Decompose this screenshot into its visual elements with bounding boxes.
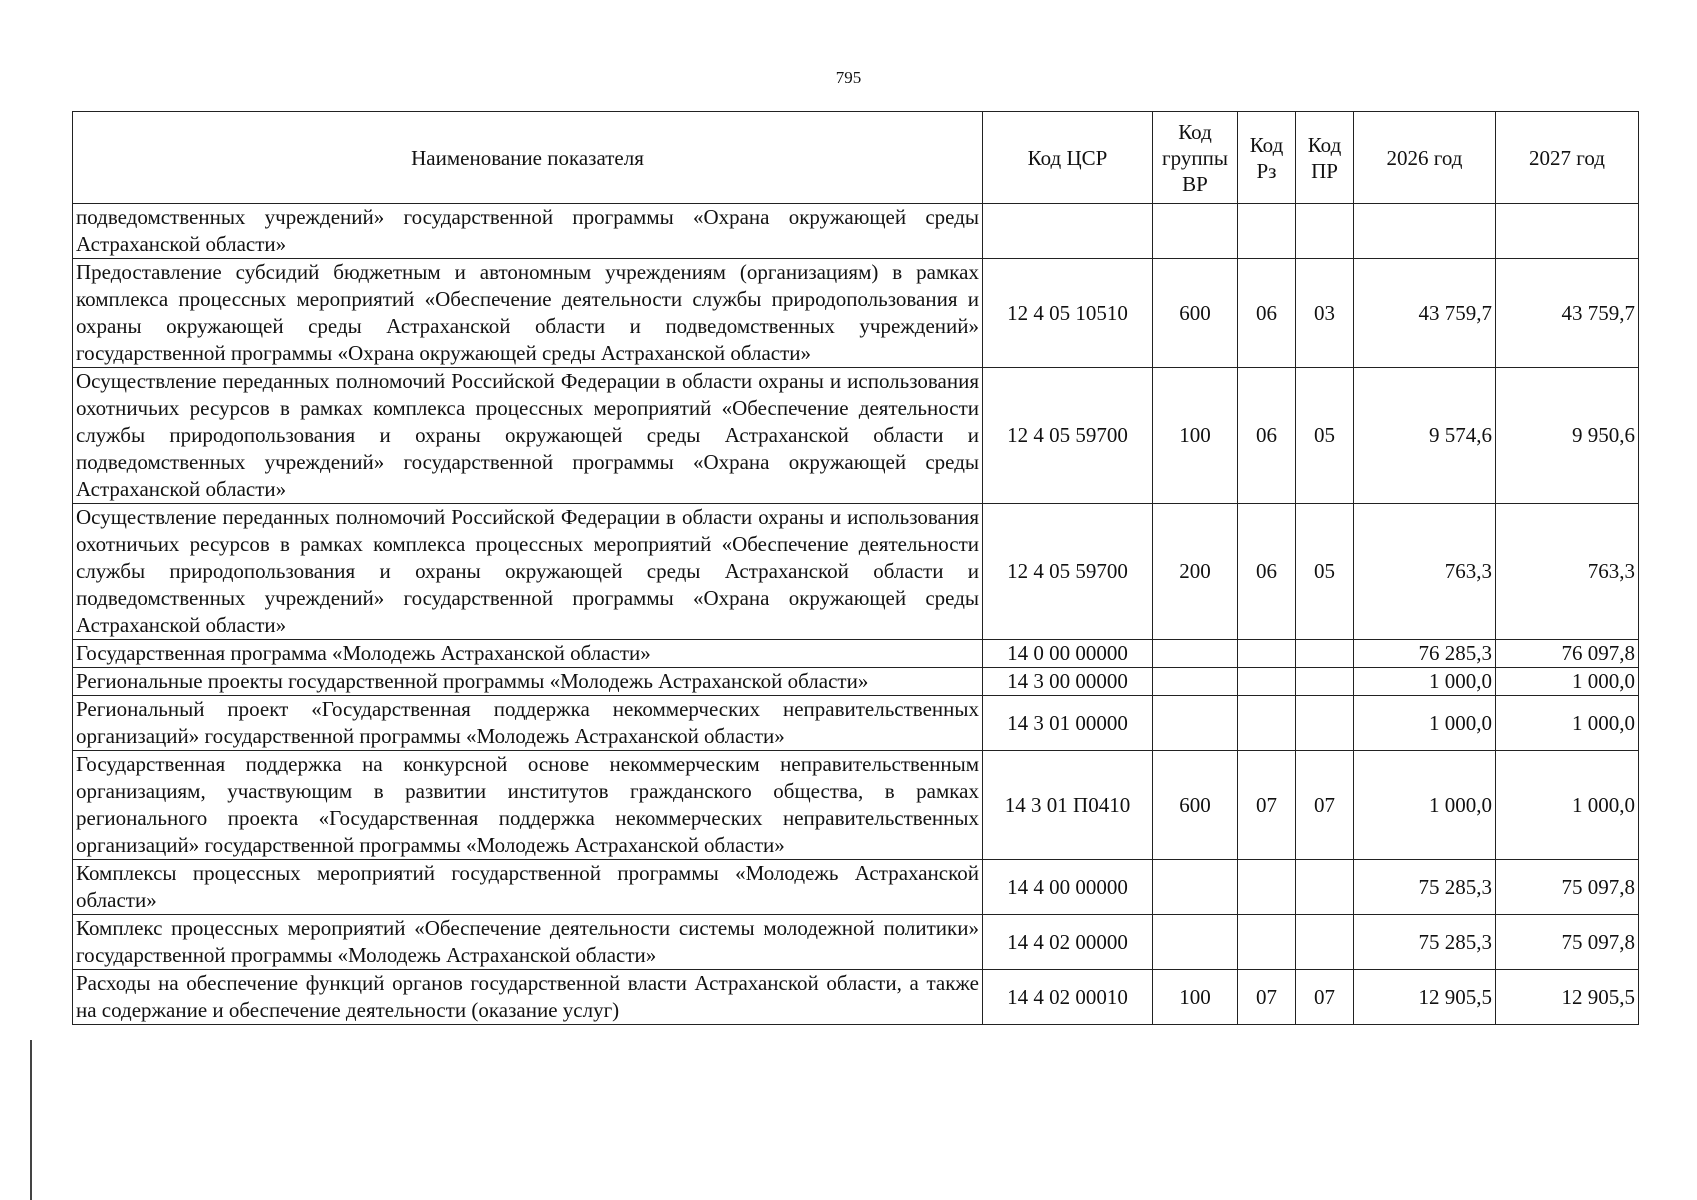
row-vr <box>1153 860 1238 915</box>
row-pr <box>1296 640 1354 668</box>
row-rz <box>1238 860 1296 915</box>
row-rz: 06 <box>1238 259 1296 368</box>
row-csr: 14 3 01 00000 <box>983 696 1153 751</box>
row-amount-2027 <box>1496 204 1639 259</box>
row-rz <box>1238 204 1296 259</box>
row-amount-2026: 43 759,7 <box>1354 259 1496 368</box>
table-row <box>73 696 1639 751</box>
table-row <box>73 915 1639 970</box>
row-csr: 14 4 02 00000 <box>983 915 1153 970</box>
header-rz-line1: Код <box>1249 132 1284 157</box>
row-pr: 05 <box>1296 504 1354 640</box>
row-amount-2026: 76 285,3 <box>1354 640 1496 668</box>
header-rz-code <box>1238 112 1296 204</box>
row-amount-2027: 1 000,0 <box>1496 751 1639 860</box>
header-csr-code: Код ЦСР <box>983 112 1153 204</box>
page-number: 795 <box>835 68 862 87</box>
row-vr: 200 <box>1153 504 1238 640</box>
row-amount-2026: 12 905,5 <box>1354 970 1496 1025</box>
row-amount-2026: 75 285,3 <box>1354 915 1496 970</box>
table-row <box>73 504 1639 640</box>
row-name: подведомственных учреждений» государственной программы «Охрана окружающей среды Астраханской области» <box>73 204 983 259</box>
row-pr <box>1296 668 1354 696</box>
table-row <box>73 368 1639 504</box>
row-rz: 07 <box>1238 970 1296 1025</box>
row-amount-2027: 76 097,8 <box>1496 640 1639 668</box>
table-row <box>73 860 1639 915</box>
row-pr: 05 <box>1296 368 1354 504</box>
row-amount-2026: 9 574,6 <box>1354 368 1496 504</box>
row-vr <box>1153 204 1238 259</box>
header-pr-line1: Код <box>1307 132 1342 157</box>
row-pr: 03 <box>1296 259 1354 368</box>
header-pr-code <box>1296 112 1354 204</box>
row-name: Региональные проекты государственной программы «Молодежь Астраханской области» <box>73 668 983 696</box>
row-name: Комплекс процессных мероприятий «Обеспечение деятельности системы молодежной политики» государственной программы «Молодежь Астраханской области» <box>73 915 983 970</box>
header-row <box>73 112 1639 204</box>
row-rz: 07 <box>1238 751 1296 860</box>
row-pr: 07 <box>1296 751 1354 860</box>
row-pr <box>1296 696 1354 751</box>
row-name: Расходы на обеспечение функций органов государственной власти Астраханской области, а также на содержание и обеспечение деятельности (оказание услуг) <box>73 970 983 1025</box>
row-amount-2027: 1 000,0 <box>1496 696 1639 751</box>
row-amount-2026: 1 000,0 <box>1354 668 1496 696</box>
margin-line <box>30 1040 32 1200</box>
row-pr <box>1296 204 1354 259</box>
row-csr: 14 0 00 00000 <box>983 640 1153 668</box>
row-amount-2026 <box>1354 204 1496 259</box>
row-vr <box>1153 640 1238 668</box>
row-amount-2026: 75 285,3 <box>1354 860 1496 915</box>
header-rz-line2: Рз <box>1256 158 1277 183</box>
row-csr: 14 4 00 00000 <box>983 860 1153 915</box>
row-name: Осуществление переданных полномочий Российской Федерации в области охраны и использования охотничьих ресурсов в рамках комплекса процессных мероприятий «Обеспечение деятельности службы природопользования и охраны окружающей среды Астраханской области и подведомственных учреждений» государственной программы «Охрана окружающей среды Астраханской области» <box>73 368 983 504</box>
row-rz: 06 <box>1238 504 1296 640</box>
row-pr: 07 <box>1296 970 1354 1025</box>
table-row <box>73 751 1639 860</box>
row-pr <box>1296 860 1354 915</box>
row-rz <box>1238 640 1296 668</box>
row-name: Региональный проект «Государственная поддержка некоммерческих неправительственных организаций» государственной программы «Молодежь Астраханской области» <box>73 696 983 751</box>
header-year-2027: 2027 год <box>1496 112 1639 204</box>
header-vr-line3: ВР <box>1182 171 1208 196</box>
row-vr <box>1153 668 1238 696</box>
header-pr-line2: ПР <box>1311 158 1338 183</box>
header-vr-code <box>1153 112 1238 204</box>
header-vr-line1: Код <box>1178 119 1212 144</box>
row-csr: 14 4 02 00010 <box>983 970 1153 1025</box>
row-amount-2026: 763,3 <box>1354 504 1496 640</box>
row-rz: 06 <box>1238 368 1296 504</box>
row-rz <box>1238 696 1296 751</box>
table-row <box>73 668 1639 696</box>
row-name: Предоставление субсидий бюджетным и автономным учреждениям (организациям) в рамках комплекса процессных мероприятий «Обеспечение деятельности службы природопользования и охраны окружающей среды Астраханской области и подведомственных учреждений» государственной программы «Охрана окружающей среды Астраханской области» <box>73 259 983 368</box>
table-row <box>73 259 1639 368</box>
row-csr: 12 4 05 10510 <box>983 259 1153 368</box>
row-amount-2027: 43 759,7 <box>1496 259 1639 368</box>
row-csr: 14 3 01 П0410 <box>983 751 1153 860</box>
row-amount-2027: 9 950,6 <box>1496 368 1639 504</box>
table-row <box>73 970 1639 1025</box>
row-name: Осуществление переданных полномочий Российской Федерации в области охраны и использования охотничьих ресурсов в рамках комплекса процессных мероприятий «Обеспечение деятельности службы природопользования и охраны окружающей среды Астраханской области и подведомственных учреждений» государственной программы «Охрана окружающей среды Астраханской области» <box>73 504 983 640</box>
row-rz <box>1238 668 1296 696</box>
row-name: Комплексы процессных мероприятий государственной программы «Молодежь Астраханской области» <box>73 860 983 915</box>
row-amount-2027: 763,3 <box>1496 504 1639 640</box>
row-name: Государственная поддержка на конкурсной основе некоммерческим неправительственным организациям, участвующим в развитии институтов гражданского общества, в рамках регионального проекта «Государственная поддержка некоммерческих неправительственных организаций» государственной программы «Молодежь Астраханской области» <box>73 751 983 860</box>
row-amount-2026: 1 000,0 <box>1354 751 1496 860</box>
row-vr <box>1153 696 1238 751</box>
row-name: Государственная программа «Молодежь Астраханской области» <box>73 640 983 668</box>
row-vr <box>1153 915 1238 970</box>
header-vr-line2: группы <box>1162 145 1228 170</box>
row-amount-2027: 12 905,5 <box>1496 970 1639 1025</box>
table-row <box>73 640 1639 668</box>
budget-table <box>72 111 1639 1025</box>
row-vr: 100 <box>1153 368 1238 504</box>
row-rz <box>1238 915 1296 970</box>
row-amount-2027: 75 097,8 <box>1496 860 1639 915</box>
row-amount-2027: 75 097,8 <box>1496 915 1639 970</box>
row-vr: 600 <box>1153 259 1238 368</box>
row-amount-2027: 1 000,0 <box>1496 668 1639 696</box>
row-csr <box>983 204 1153 259</box>
header-year-2026: 2026 год <box>1354 112 1496 204</box>
table-row <box>73 204 1639 259</box>
row-csr: 14 3 00 00000 <box>983 668 1153 696</box>
row-vr: 100 <box>1153 970 1238 1025</box>
row-pr <box>1296 915 1354 970</box>
row-csr: 12 4 05 59700 <box>983 504 1153 640</box>
row-vr: 600 <box>1153 751 1238 860</box>
row-csr: 12 4 05 59700 <box>983 368 1153 504</box>
header-name: Наименование показателя <box>73 112 983 204</box>
row-amount-2026: 1 000,0 <box>1354 696 1496 751</box>
